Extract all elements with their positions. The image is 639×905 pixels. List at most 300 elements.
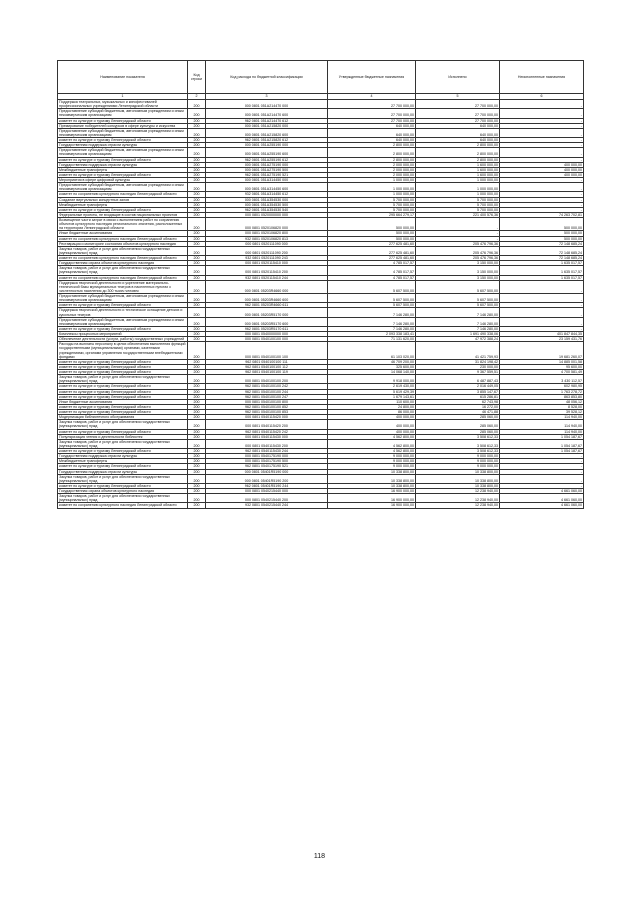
executed-cell: 3 855 147,67 [416, 389, 500, 394]
budget-code-cell: 962 0801 05203R5170 611 [206, 326, 328, 331]
executed-cell: 2 800 000,00 [416, 143, 500, 148]
unexecuted-cell: - [500, 128, 584, 137]
unexecuted-cell: 39 528,12 [500, 410, 584, 415]
budget-code-cell: 000 0801 0540115430 000 [206, 434, 328, 439]
approved-cell: 4 562 800,00 [328, 434, 416, 439]
executed-cell: 2 800 000,00 [416, 157, 500, 162]
budget-code-cell: 962 0801 0540100100 242 [206, 384, 328, 389]
unexecuted-cell: - [500, 109, 584, 118]
executed-cell: 3 508 612,33 [416, 434, 500, 439]
line-code-cell: 200 [188, 123, 206, 128]
approved-cell: 5 700 000,00 [328, 197, 416, 202]
line-code-cell: 200 [188, 128, 206, 137]
executed-cell: 5 607 500,00 [416, 280, 500, 293]
indicator-name-cell: Межбюджетные трансферты [58, 459, 188, 464]
line-code-cell: 200 [188, 241, 206, 246]
executed-cell: 640 000,00 [416, 138, 500, 143]
budget-code-cell: 962 0801 051А275190 521 [206, 172, 328, 177]
indicator-name-cell: комитет по культуре и туризму Ленинградской области [58, 404, 188, 409]
line-code-cell: 200 [188, 202, 206, 207]
indicator-name-cell: Поддержка творческой деятельности и техническое оснащение детских и кукольных театров [58, 308, 188, 317]
indicator-name-cell: Межбюджетные трансферты [58, 167, 188, 172]
executed-cell: 12 238 940,00 [416, 489, 500, 494]
unexecuted-cell: - [500, 326, 584, 331]
indicator-name-cell: Государственная охрана объектов культурного наследия [58, 261, 188, 266]
budget-code-cell: 962 0801 0540100100 244 [206, 389, 328, 394]
unexecuted-cell: 8 528,00 [500, 404, 584, 409]
executed-cell: 3 150 000,00 [416, 261, 500, 266]
indicator-name-cell: комитет по сохранению культурного наследия Ленинградской области [58, 503, 188, 508]
table-row [58, 494, 584, 503]
approved-cell: 4 562 800,00 [328, 439, 416, 448]
budget-code-cell: 000 0801 0540100100 100 [206, 342, 328, 360]
table-row [58, 294, 584, 303]
approved-cell: 2 800 000,00 [328, 148, 416, 157]
indicator-name-cell: комитет по культуре и туризму Ленинградской области [58, 483, 188, 488]
line-code-cell: 200 [188, 178, 206, 183]
executed-cell: 12 238 940,00 [416, 503, 500, 508]
unexecuted-cell: 19 681 260,07 [500, 342, 584, 360]
approved-cell: 5 607 500,00 [328, 294, 416, 303]
executed-cell: 205 476 796,36 [416, 256, 500, 261]
budget-code-cell: 000 0801 05203R5170 600 [206, 317, 328, 326]
executed-cell: 10 338 800,00 [416, 483, 500, 488]
unexecuted-cell: - [500, 317, 584, 326]
executed-cell: 615 286,81 [416, 394, 500, 399]
indicator-name-cell: Государственная охрана объектов культурного наследия [58, 489, 188, 494]
line-code-cell: 200 [188, 364, 206, 369]
approved-cell: 9 000 000,00 [328, 459, 416, 464]
executed-cell: 2 016 449,05 [416, 384, 500, 389]
approved-cell: 27 700 000,00 [328, 109, 416, 118]
line-code-cell: 200 [188, 420, 206, 429]
line-code-cell: 200 [188, 332, 206, 337]
approved-cell: 5 700 000,00 [328, 207, 416, 212]
column-number: 3 [206, 94, 328, 100]
line-code-cell: 200 [188, 483, 206, 488]
approved-cell: 24 800,00 [328, 404, 416, 409]
indicator-name-cell: Расходы на выплаты персоналу в целях обеспечения выполнения функций государственными (муниципальными) органами, казенными учреждениями, органами управления государственными внебюджетными фондами [59, 342, 186, 359]
budget-code-cell: 000 0801 051А314450 600 [206, 183, 328, 192]
indicator-name-cell: комитет по культуре и туризму Ленинградской области [58, 157, 188, 162]
table-body [58, 94, 584, 509]
unexecuted-cell: - [500, 464, 584, 469]
unexecuted-cell: - [500, 308, 584, 317]
unexecuted-cell: - [500, 294, 584, 303]
indicator-name-cell: комитет по культуре и туризму Ленинградской области [58, 410, 188, 415]
indicator-name-cell: комитет по сохранению культурного наследия Ленинградской области [58, 192, 188, 197]
budget-code-cell: 962 0801 051А215820 612 [206, 138, 328, 143]
line-code-cell: 200 [188, 308, 206, 317]
approved-cell: 5 607 500,00 [328, 303, 416, 308]
budget-code-cell: 000 0801 0520000000 000 [206, 212, 328, 217]
indicator-name-cell: комитет по сохранению культурного наследия Ленинградской области [58, 236, 188, 241]
unexecuted-cell: - [500, 474, 584, 483]
indicator-name-cell: комитет по культуре и туризму Ленинградской области [58, 449, 188, 454]
unexecuted-cell: - [500, 303, 584, 308]
executed-cell: 31 824 198,42 [416, 359, 500, 364]
indicator-name-cell: комитет по культуре и туризму Ленинградской области [58, 207, 188, 212]
unexecuted-cell: - [500, 118, 584, 123]
table-row [58, 128, 584, 137]
unexecuted-cell: 23 159 431,76 [500, 337, 584, 342]
line-code-cell: 200 [188, 294, 206, 303]
executed-cell: 221 400 576,36 [416, 212, 500, 217]
line-code-cell: 200 [188, 474, 206, 483]
table-row [58, 439, 584, 448]
unexecuted-cell: 400 000,00 [500, 172, 584, 177]
indicator-name-cell: комитет по культуре и туризму Ленинградской области [58, 384, 188, 389]
budget-execution-table [57, 60, 584, 509]
unexecuted-cell: 4 661 060,00 [500, 489, 584, 494]
header-unexecuted: Неисполненные назначения [500, 61, 584, 94]
line-code-cell: 200 [188, 415, 206, 420]
approved-cell: 7 146 280,00 [328, 308, 416, 317]
table-row [58, 503, 584, 508]
indicator-name-cell: Закупка товаров, работ и услуг для обеспечения государственных (муниципальных) нужд [58, 439, 188, 448]
budget-code-cell: 000 0801 05203R4660 600 [206, 294, 328, 303]
unexecuted-cell: 1 635 017,57 [500, 275, 584, 280]
indicator-name-cell: Государственная поддержка отрасли культуры [58, 469, 188, 474]
budget-code-cell: 000 0801 0540100100 200 [206, 375, 328, 384]
line-code-cell: 200 [188, 162, 206, 167]
approved-cell: 2 000 000,00 [328, 172, 416, 177]
unexecuted-cell: - [500, 280, 584, 293]
unexecuted-cell: 401 847 844,35 [500, 332, 584, 337]
line-code-cell: 200 [188, 266, 206, 275]
executed-cell: 5 700 000,00 [416, 202, 500, 207]
executed-cell: - [416, 231, 500, 236]
indicator-name-cell: Предоставление субсидий бюджетным, автономным учреждениям и иным некоммерческим организациям [58, 148, 188, 157]
budget-code-cell: 962 0801 051А214470 612 [206, 118, 328, 123]
executed-cell: 1 000 000,00 [416, 178, 500, 183]
unexecuted-cell: 114 940,00 [500, 429, 584, 434]
unexecuted-cell: - [500, 157, 584, 162]
indicator-name-cell: комитет по культуре и туризму Ленинградской области [58, 389, 188, 394]
line-code-cell: 200 [188, 100, 206, 109]
header-approved: Утвержденные бюджетные назначения [328, 61, 416, 94]
executed-cell: 10 338 800,00 [416, 469, 500, 474]
budget-code-cell: 000 0801 051А255190 600 [206, 148, 328, 157]
indicator-name-cell: комитет по культуре и туризму Ленинградской области [58, 364, 188, 369]
line-code-cell: 200 [188, 434, 206, 439]
budget-code-cell: 000 0801 0520106820 000 [206, 218, 328, 231]
unexecuted-cell: - [500, 469, 584, 474]
unexecuted-cell: 72 148 685,24 [500, 256, 584, 261]
budget-code-cell: 000 0801 051А275190 500 [206, 167, 328, 172]
budget-code-cell: 962 0801 0540100100 852 [206, 404, 328, 409]
budget-code-cell: 962 0801 0540100100 111 [206, 359, 328, 364]
indicator-name-cell: Закупка товаров, работ и услуг для обеспечения государственных (муниципальных) нужд [58, 375, 188, 384]
approved-cell: 2 800 000,00 [328, 143, 416, 148]
executed-cell: - [416, 236, 500, 241]
budget-code-cell: 962 0801 051А354530 540 [206, 207, 328, 212]
line-code-cell: 200 [188, 469, 206, 474]
approved-cell: 1 000 000,00 [328, 192, 416, 197]
approved-cell: 640 000,00 [328, 128, 416, 137]
executed-cell: 640 000,00 [416, 123, 500, 128]
approved-cell: 16 900 000,00 [328, 494, 416, 503]
approved-cell: 325 600,00 [328, 364, 416, 369]
budget-code-cell: 000 0801 051А314450 000 [206, 178, 328, 183]
budget-code-cell: 932 0801 051А314450 612 [206, 192, 328, 197]
budget-code-cell: 962 0801 0540100100 112 [206, 364, 328, 369]
indicator-name-cell: Поддержка театральных, музыкальных и кинофестивалей профессиональных учреждениями Ленинградской области [58, 100, 188, 109]
executed-cell: 27 700 000,00 [416, 100, 500, 109]
unexecuted-cell: 14 885 001,58 [500, 359, 584, 364]
budget-code-cell: 000 0801 051А215820 000 [206, 123, 328, 128]
budget-code-cell: 000 0801 0520106820 800 [206, 231, 328, 236]
approved-cell: 500 000,00 [328, 218, 416, 231]
approved-cell: 2 093 338 183,41 [328, 332, 416, 337]
line-code-cell: 200 [188, 138, 206, 143]
table-row [58, 474, 584, 483]
executed-cell: 27 700 000,00 [416, 109, 500, 118]
approved-cell: 10 338 800,00 [328, 469, 416, 474]
executed-cell: 7 146 280,00 [416, 326, 500, 331]
unexecuted-cell: - [500, 143, 584, 148]
line-code-cell: 200 [188, 489, 206, 494]
unexecuted-cell: 1 054 187,67 [500, 439, 584, 448]
line-code-cell: 200 [188, 192, 206, 197]
executed-cell: 5 607 500,00 [416, 294, 500, 303]
indicator-name-cell: Модернизация библиотечного обслуживания [58, 415, 188, 420]
unexecuted-cell: - [500, 197, 584, 202]
executed-cell: 1 000 000,00 [416, 192, 500, 197]
line-code-cell: 200 [188, 280, 206, 293]
unexecuted-cell: 602 980,95 [500, 384, 584, 389]
budget-code-cell: 000 0801 0540115420 200 [206, 420, 328, 429]
budget-code-cell: 962 0801 0540100100 119 [206, 370, 328, 375]
table-row [58, 183, 584, 192]
header-executed: Исполнено [416, 61, 500, 94]
line-code-cell: 200 [188, 494, 206, 503]
approved-cell: 27 700 000,00 [328, 118, 416, 123]
approved-cell: 16 900 000,00 [328, 503, 416, 508]
executed-cell: 62 743,98 [416, 399, 500, 404]
approved-cell: 500 000,00 [328, 236, 416, 241]
indicator-name-cell: Закупка товаров, работ и услуг для обеспечения государственных (муниципальных) нужд [58, 494, 188, 503]
approved-cell: 400 000,00 [328, 420, 416, 429]
line-code-cell: 200 [188, 317, 206, 326]
table-header-row [58, 61, 584, 94]
indicator-name-cell: Государственная поддержка отрасли культуры [58, 143, 188, 148]
line-code-cell: 200 [188, 183, 206, 192]
indicator-name-cell: Создание виртуальных концертных залов [58, 197, 188, 202]
indicator-name-cell: Популяризация чтения и деятельности библиотек [58, 434, 188, 439]
approved-cell: 4 785 017,57 [328, 261, 416, 266]
executed-cell: 41 421 759,93 [416, 342, 500, 360]
executed-cell: 640 000,00 [416, 128, 500, 137]
unexecuted-cell: 500 000,00 [500, 231, 584, 236]
approved-cell: 27 700 000,00 [328, 100, 416, 109]
unexecuted-cell: - [500, 483, 584, 488]
indicator-name-cell: комитет по культуре и туризму Ленинградской области [58, 394, 188, 399]
line-code-cell: 200 [188, 197, 206, 202]
indicator-name-cell: комитет по культуре и туризму Ленинградской области [58, 370, 188, 375]
indicator-name-cell: Возмещение части затрат в связи с выполнением работ по сохранению объектов культурного наследия регионального значения, расположенных на территории Ленинградской области [58, 218, 188, 231]
approved-cell: 71 131 620,00 [328, 337, 416, 342]
column-number: 1 [58, 94, 188, 100]
executed-cell: 27 700 000,00 [416, 118, 500, 123]
budget-code-cell: 000 0801 0540175190 500 [206, 459, 328, 464]
unexecuted-cell: - [500, 202, 584, 207]
indicator-name-cell: Государственная поддержка отрасли культуры [58, 162, 188, 167]
unexecuted-cell: - [500, 459, 584, 464]
unexecuted-cell: 500 000,00 [500, 236, 584, 241]
column-number: 4 [328, 94, 416, 100]
executed-cell: 285 060,00 [416, 415, 500, 420]
budget-code-cell: 000 0801 05401R5190 000 [206, 469, 328, 474]
approved-cell: 640 000,00 [328, 123, 416, 128]
approved-cell: 110 600,00 [328, 399, 416, 404]
line-code-cell: 200 [188, 167, 206, 172]
unexecuted-cell: 1 763 278,72 [500, 389, 584, 394]
unexecuted-cell: 114 940,00 [500, 415, 584, 420]
unexecuted-cell: - [500, 123, 584, 128]
executed-cell: 7 146 280,00 [416, 308, 500, 317]
table-row [58, 148, 584, 157]
header-indicator-name: Наименование показателя [58, 61, 188, 94]
budget-code-cell: 000 0801 0520111090 200 [206, 246, 328, 255]
header-line-code: Код строки [188, 61, 206, 94]
budget-code-cell: 000 0801 051А255190 000 [206, 143, 328, 148]
approved-cell: 4 785 017,57 [328, 266, 416, 275]
unexecuted-cell: 3 430 112,57 [500, 375, 584, 384]
unexecuted-cell: 74 263 702,81 [500, 212, 584, 217]
table-row [58, 308, 584, 317]
line-code-cell: 200 [188, 143, 206, 148]
table-row [58, 109, 584, 118]
approved-cell: 16 900 000,00 [328, 489, 416, 494]
table-row [58, 317, 584, 326]
indicator-name-cell: Федеральные проекты, не входящие в состав национальных проектов [58, 212, 188, 217]
line-code-cell: 200 [188, 342, 206, 360]
unexecuted-cell: - [500, 138, 584, 143]
budget-code-cell: 000 0801 051А215820 600 [206, 128, 328, 137]
approved-cell: 1 000 000,00 [328, 178, 416, 183]
indicator-name-cell: комитет по культуре и туризму Ленинградской области [58, 359, 188, 364]
budget-code-cell: 000 0801 051А275190 000 [206, 162, 328, 167]
indicator-name-cell: комитет по культуре и туризму Ленинградской области [58, 118, 188, 123]
indicator-name-cell: комитет по сохранению культурного наследия Ленинградской области [58, 256, 188, 261]
unexecuted-cell: 4 700 581,49 [500, 370, 584, 375]
approved-cell: 46 709 200,00 [328, 359, 416, 364]
unexecuted-cell: 114 940,00 [500, 420, 584, 429]
unexecuted-cell: 1 635 017,57 [500, 266, 584, 275]
executed-cell: 1 600 000,00 [416, 162, 500, 167]
indicator-name-cell: Предоставление субсидий бюджетным, автономным учреждениям и иным некоммерческим организациям [58, 109, 188, 118]
executed-cell: 1 691 490 338,06 [416, 332, 500, 337]
approved-cell: 5 607 500,00 [328, 280, 416, 293]
unexecuted-cell: 1 635 017,57 [500, 261, 584, 266]
line-code-cell: 200 [188, 303, 206, 308]
indicator-name-cell: комитет по культуре и туризму Ленинградской области [58, 138, 188, 143]
line-code-cell: 200 [188, 246, 206, 255]
unexecuted-cell: 1 054 187,67 [500, 449, 584, 454]
unexecuted-cell: - [500, 100, 584, 109]
executed-cell: 1 600 000,00 [416, 167, 500, 172]
indicator-name-cell: Комплексы процессных мероприятий [58, 332, 188, 337]
unexecuted-cell: 48 056,12 [500, 399, 584, 404]
approved-cell: 10 338 800,00 [328, 483, 416, 488]
budget-code-cell: 932 0801 0520106820 813 [206, 236, 328, 241]
unexecuted-cell: 72 148 685,24 [500, 241, 584, 246]
approved-cell: 14 068 140,00 [328, 370, 416, 375]
approved-cell: 277 625 481,60 [328, 246, 416, 255]
approved-cell: 86 000,00 [328, 410, 416, 415]
approved-cell: 640 000,00 [328, 138, 416, 143]
executed-cell: 3 508 612,33 [416, 449, 500, 454]
executed-cell: 9 000 000,00 [416, 459, 500, 464]
executed-cell: 3 150 000,00 [416, 266, 500, 275]
approved-cell: 9 000 000,00 [328, 454, 416, 459]
executed-cell: 9 000 000,00 [416, 464, 500, 469]
executed-cell: 6 487 887,43 [416, 375, 500, 384]
approved-cell: 10 338 800,00 [328, 474, 416, 483]
executed-cell: 285 060,00 [416, 429, 500, 434]
executed-cell: 9 000 000,00 [416, 454, 500, 459]
indicator-name-cell: Предоставление субсидий бюджетным, автономным учреждениям и иным некоммерческим организациям [58, 183, 188, 192]
column-number: 5 [416, 94, 500, 100]
indicator-name-cell: Премирование победителей конкурсов в сфере культуры и искусства [58, 123, 188, 128]
budget-code-cell: 000 0801 0540100100 000 [206, 337, 328, 342]
unexecuted-cell: 4 661 060,00 [500, 494, 584, 503]
unexecuted-cell: - [500, 183, 584, 192]
approved-cell: 2 800 000,00 [328, 157, 416, 162]
approved-cell: 9 918 000,00 [328, 375, 416, 384]
column-number: 6 [500, 94, 584, 100]
approved-cell: 4 562 800,00 [328, 449, 416, 454]
approved-cell: 61 103 020,00 [328, 342, 416, 360]
approved-cell: 277 625 481,60 [328, 241, 416, 246]
executed-cell: 7 146 280,00 [416, 317, 500, 326]
header-budget-code: Код расхода по бюджетной классификации [206, 61, 328, 94]
line-code-cell: 200 [188, 275, 206, 280]
line-code-cell: 200 [188, 503, 206, 508]
line-code-cell: 200 [188, 231, 206, 236]
executed-cell: 205 476 796,36 [416, 246, 500, 255]
executed-cell: - [416, 218, 500, 231]
indicator-name-cell: Государственная поддержка отрасли культуры [58, 454, 188, 459]
table-row [58, 218, 584, 231]
executed-cell: 230 000,00 [416, 364, 500, 369]
budget-code-cell: 962 0801 0540115430 244 [206, 449, 328, 454]
budget-code-cell: 000 0801 05203R4660 000 [206, 280, 328, 293]
line-code-cell: 200 [188, 394, 206, 399]
unexecuted-cell: - [500, 148, 584, 157]
unexecuted-cell: 400 000,00 [500, 162, 584, 167]
budget-code-cell: 962 0801 05203R4660 611 [206, 303, 328, 308]
approved-cell: 5 700 000,00 [328, 202, 416, 207]
indicator-name-cell: Предоставление субсидий бюджетным, автономным учреждениям и иным некоммерческим организациям [58, 294, 188, 303]
executed-cell: 46 471,88 [416, 410, 500, 415]
executed-cell: 5 700 000,00 [416, 197, 500, 202]
unexecuted-cell: - [500, 454, 584, 459]
line-code-cell: 200 [188, 439, 206, 448]
budget-code-cell: 000 0801 05401R5190 200 [206, 474, 328, 483]
indicator-name-cell: Поддержка творческой деятельности и укрепление материально-технической базы муниципальных театров в населенных пунктах с численностью населения до 300 тысяч человек [58, 280, 188, 293]
executed-cell: 2 800 000,00 [416, 148, 500, 157]
line-code-cell: 200 [188, 449, 206, 454]
approved-cell: 295 664 279,17 [328, 212, 416, 217]
table-row [58, 280, 584, 293]
budget-code-cell: 000 0801 0520111090 000 [206, 241, 328, 246]
budget-code-cell: 000 0801 05203R5170 000 [206, 308, 328, 317]
table-row [58, 375, 584, 384]
line-code-cell: 200 [188, 429, 206, 434]
executed-cell: 3 508 612,33 [416, 439, 500, 448]
